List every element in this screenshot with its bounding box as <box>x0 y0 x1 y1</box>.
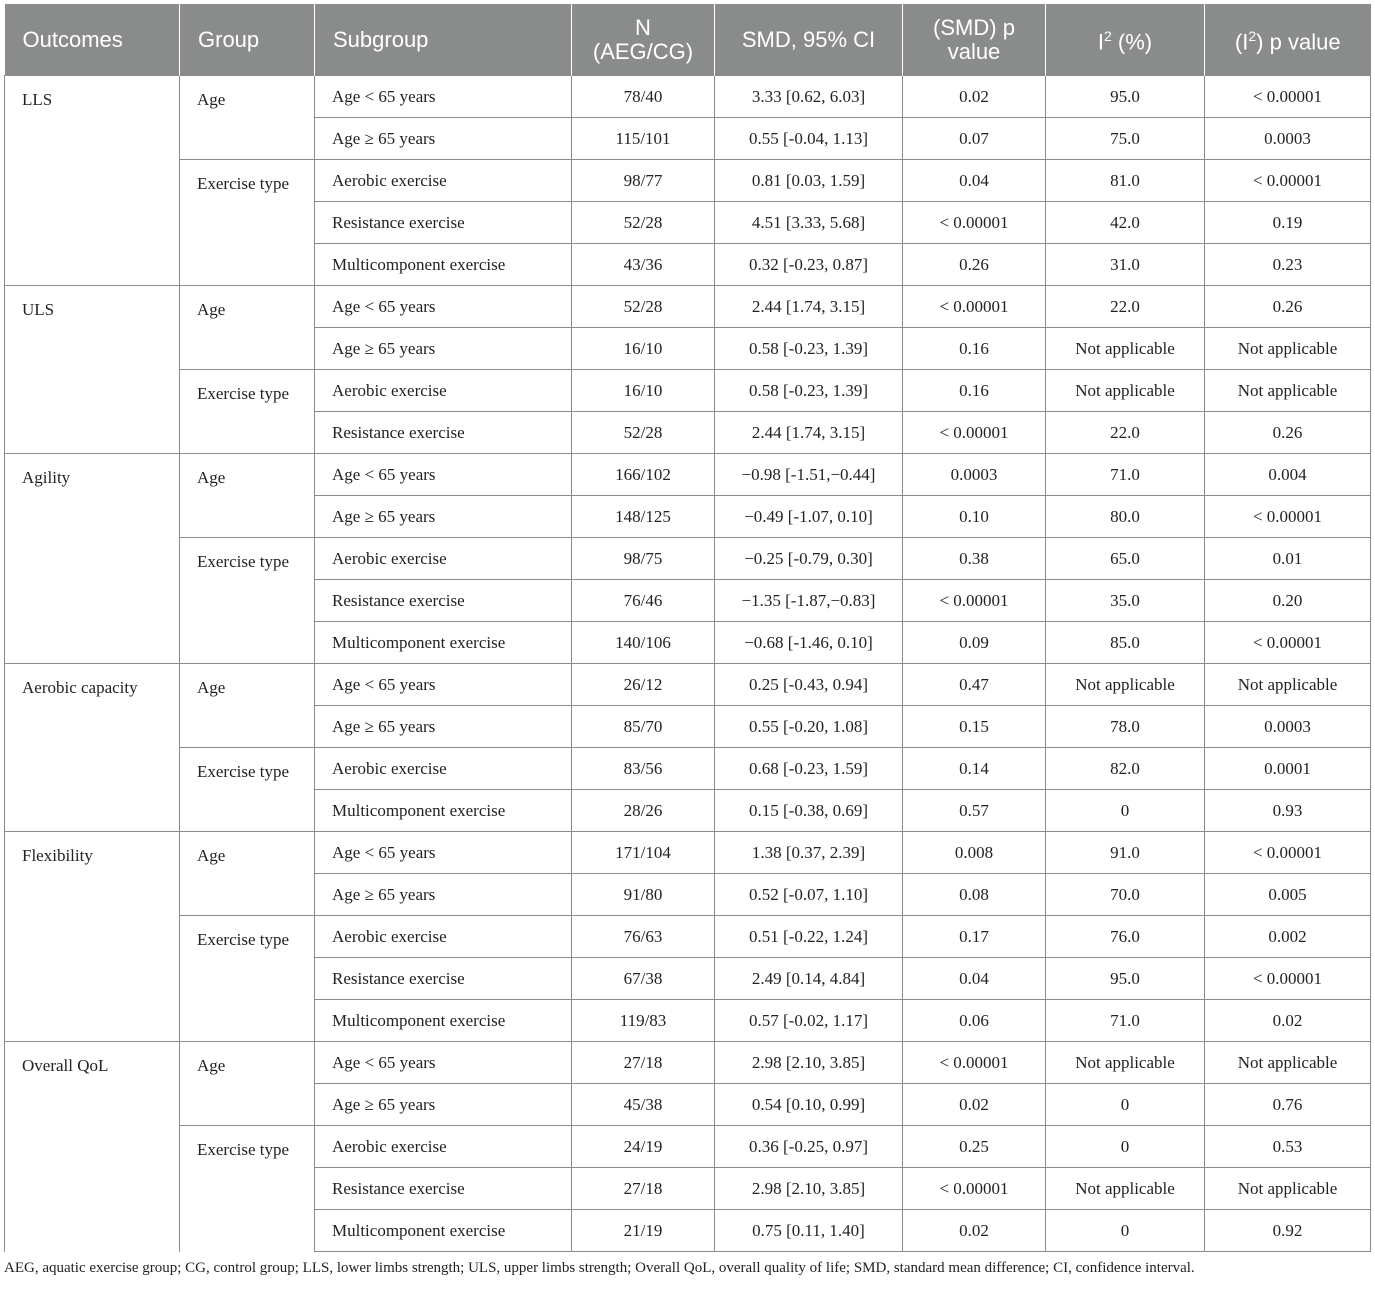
header-n-line2: (AEG/CG) <box>592 38 694 64</box>
smd-p-value-cell: 0.008 <box>903 832 1046 874</box>
table-row <box>5 286 1371 328</box>
table-row <box>5 1042 1371 1084</box>
smd-p-value-cell: 0.09 <box>903 622 1046 664</box>
subgroup-cell: Multicomponent exercise <box>315 244 572 286</box>
n-cell: 85/70 <box>572 706 715 748</box>
header-smd-p-line2: value <box>947 38 1001 64</box>
i2-p-value-cell: 0.19 <box>1205 202 1371 244</box>
i2-cell: 95.0 <box>1046 76 1205 118</box>
i2-cell: 0 <box>1046 790 1205 832</box>
subgroup-cell: Age ≥ 65 years <box>315 874 572 916</box>
smd-ci-cell: 0.57 [-0.02, 1.17] <box>715 1000 903 1042</box>
header-smd-p-line1: (SMD) p <box>933 14 1015 40</box>
outcome-cell: Aerobic capacity <box>5 664 180 832</box>
i2-p-value-cell: < 0.00001 <box>1205 622 1371 664</box>
n-cell: 115/101 <box>572 118 715 160</box>
i2-p-value-cell: 0.005 <box>1205 874 1371 916</box>
subgroup-cell: Age < 65 years <box>315 832 572 874</box>
i2-cell: 78.0 <box>1046 706 1205 748</box>
n-cell: 98/75 <box>572 538 715 580</box>
subgroup-cell: Age < 65 years <box>315 286 572 328</box>
i2-cell: 80.0 <box>1046 496 1205 538</box>
smd-p-value-cell: 0.10 <box>903 496 1046 538</box>
smd-p-value-cell: 0.07 <box>903 118 1046 160</box>
i2-cell: 65.0 <box>1046 538 1205 580</box>
smd-p-value-cell: < 0.00001 <box>903 202 1046 244</box>
outcome-cell: ULS <box>5 286 180 454</box>
header-smd-p <box>903 4 1046 76</box>
smd-ci-cell: 2.44 [1.74, 3.15] <box>715 286 903 328</box>
subgroup-cell: Age < 65 years <box>315 454 572 496</box>
smd-ci-cell: 0.25 [-0.43, 0.94] <box>715 664 903 706</box>
group-cell: Age <box>180 286 315 370</box>
header-row <box>5 4 1371 76</box>
i2-p-value-cell: < 0.00001 <box>1205 958 1371 1000</box>
subgroup-cell: Aerobic exercise <box>315 370 572 412</box>
i2-cell: Not applicable <box>1046 328 1205 370</box>
smd-p-value-cell: < 0.00001 <box>903 412 1046 454</box>
n-cell: 67/38 <box>572 958 715 1000</box>
header-i2p-suffix: ) p value <box>1256 29 1341 55</box>
i2-cell: 71.0 <box>1046 1000 1205 1042</box>
smd-ci-cell: −0.68 [-1.46, 0.10] <box>715 622 903 664</box>
i2-cell: 42.0 <box>1046 202 1205 244</box>
group-cell: Exercise type <box>180 916 315 1042</box>
smd-p-value-cell: 0.38 <box>903 538 1046 580</box>
smd-p-value-cell: 0.14 <box>903 748 1046 790</box>
n-cell: 83/56 <box>572 748 715 790</box>
smd-p-value-cell: 0.08 <box>903 874 1046 916</box>
header-subgroup: Subgroup <box>315 4 572 76</box>
i2-cell: 70.0 <box>1046 874 1205 916</box>
smd-ci-cell: 0.52 [-0.07, 1.10] <box>715 874 903 916</box>
smd-p-value-cell: < 0.00001 <box>903 286 1046 328</box>
n-cell: 52/28 <box>572 286 715 328</box>
smd-p-value-cell: 0.02 <box>903 1084 1046 1126</box>
smd-ci-cell: 0.55 [-0.20, 1.08] <box>715 706 903 748</box>
header-i2 <box>1046 4 1205 76</box>
outcome-cell: Agility <box>5 454 180 664</box>
group-cell: Age <box>180 454 315 538</box>
smd-ci-cell: 2.98 [2.10, 3.85] <box>715 1168 903 1210</box>
i2-p-value-cell: 0.004 <box>1205 454 1371 496</box>
smd-ci-cell: 0.81 [0.03, 1.59] <box>715 160 903 202</box>
table-row <box>5 160 1371 202</box>
smd-p-value-cell: 0.17 <box>903 916 1046 958</box>
subgroup-cell: Age ≥ 65 years <box>315 118 572 160</box>
subgroup-cell: Multicomponent exercise <box>315 1000 572 1042</box>
i2-cell: 22.0 <box>1046 412 1205 454</box>
smd-p-value-cell: 0.47 <box>903 664 1046 706</box>
group-cell: Exercise type <box>180 160 315 286</box>
subgroup-cell: Age ≥ 65 years <box>315 328 572 370</box>
i2-cell: Not applicable <box>1046 1042 1205 1084</box>
smd-p-value-cell: 0.04 <box>903 958 1046 1000</box>
subgroup-cell: Resistance exercise <box>315 958 572 1000</box>
subgroup-cell: Age ≥ 65 years <box>315 706 572 748</box>
i2-p-value-cell: 0.002 <box>1205 916 1371 958</box>
n-cell: 28/26 <box>572 790 715 832</box>
n-cell: 52/28 <box>572 412 715 454</box>
header-i2-sup: 2 <box>1104 28 1112 45</box>
smd-p-value-cell: 0.57 <box>903 790 1046 832</box>
i2-cell: 95.0 <box>1046 958 1205 1000</box>
smd-ci-cell: 0.51 [-0.22, 1.24] <box>715 916 903 958</box>
subgroup-cell: Resistance exercise <box>315 412 572 454</box>
i2-cell: 0 <box>1046 1084 1205 1126</box>
i2-cell: 76.0 <box>1046 916 1205 958</box>
subgroup-cell: Resistance exercise <box>315 580 572 622</box>
n-cell: 16/10 <box>572 328 715 370</box>
n-cell: 140/106 <box>572 622 715 664</box>
smd-ci-cell: 0.54 [0.10, 0.99] <box>715 1084 903 1126</box>
table-row <box>5 1126 1371 1168</box>
table-row <box>5 538 1371 580</box>
header-group: Group <box>180 4 315 76</box>
n-cell: 98/77 <box>572 160 715 202</box>
i2-p-value-cell: Not applicable <box>1205 1042 1371 1084</box>
i2-p-value-cell: Not applicable <box>1205 370 1371 412</box>
i2-cell: 91.0 <box>1046 832 1205 874</box>
header-i2-text: I <box>1097 29 1104 55</box>
smd-p-value-cell: 0.06 <box>903 1000 1046 1042</box>
i2-cell: Not applicable <box>1046 370 1205 412</box>
table-row <box>5 454 1371 496</box>
smd-ci-cell: 2.49 [0.14, 4.84] <box>715 958 903 1000</box>
header-n-line1: N <box>635 14 651 40</box>
n-cell: 21/19 <box>572 1210 715 1252</box>
smd-p-value-cell: 0.02 <box>903 76 1046 118</box>
n-cell: 43/36 <box>572 244 715 286</box>
smd-ci-cell: −0.98 [-1.51,−0.44] <box>715 454 903 496</box>
smd-p-value-cell: 0.15 <box>903 706 1046 748</box>
smd-p-value-cell: 0.26 <box>903 244 1046 286</box>
i2-p-value-cell: 0.0003 <box>1205 706 1371 748</box>
i2-p-value-cell: 0.23 <box>1205 244 1371 286</box>
smd-ci-cell: 0.58 [-0.23, 1.39] <box>715 328 903 370</box>
smd-ci-cell: 0.68 [-0.23, 1.59] <box>715 748 903 790</box>
i2-p-value-cell: 0.26 <box>1205 412 1371 454</box>
i2-cell: 35.0 <box>1046 580 1205 622</box>
i2-p-value-cell: Not applicable <box>1205 328 1371 370</box>
smd-ci-cell: −0.49 [-1.07, 0.10] <box>715 496 903 538</box>
table-row <box>5 832 1371 874</box>
n-cell: 78/40 <box>572 76 715 118</box>
smd-p-value-cell: 0.0003 <box>903 454 1046 496</box>
smd-p-value-cell: < 0.00001 <box>903 1168 1046 1210</box>
i2-p-value-cell: 0.20 <box>1205 580 1371 622</box>
n-cell: 171/104 <box>572 832 715 874</box>
table-body <box>5 76 1371 1252</box>
n-cell: 45/38 <box>572 1084 715 1126</box>
n-cell: 26/12 <box>572 664 715 706</box>
subgroup-cell: Resistance exercise <box>315 202 572 244</box>
i2-cell: 0 <box>1046 1210 1205 1252</box>
table-row <box>5 370 1371 412</box>
i2-p-value-cell: 0.76 <box>1205 1084 1371 1126</box>
header-outcomes: Outcomes <box>5 4 180 76</box>
subgroup-cell: Age < 65 years <box>315 664 572 706</box>
i2-p-value-cell: < 0.00001 <box>1205 832 1371 874</box>
subgroup-cell: Age < 65 years <box>315 76 572 118</box>
i2-p-value-cell: 0.02 <box>1205 1000 1371 1042</box>
smd-p-value-cell: 0.16 <box>903 370 1046 412</box>
smd-ci-cell: 4.51 [3.33, 5.68] <box>715 202 903 244</box>
subgroup-cell: Aerobic exercise <box>315 538 572 580</box>
subgroup-cell: Aerobic exercise <box>315 1126 572 1168</box>
subgroup-cell: Age ≥ 65 years <box>315 496 572 538</box>
header-i2-suffix: (%) <box>1111 29 1153 55</box>
smd-ci-cell: 0.55 [-0.04, 1.13] <box>715 118 903 160</box>
smd-ci-cell: 3.33 [0.62, 6.03] <box>715 76 903 118</box>
i2-p-value-cell: < 0.00001 <box>1205 496 1371 538</box>
i2-cell: 75.0 <box>1046 118 1205 160</box>
subgroup-cell: Multicomponent exercise <box>315 1210 572 1252</box>
smd-ci-cell: 0.75 [0.11, 1.40] <box>715 1210 903 1252</box>
table-header <box>5 4 1371 76</box>
n-cell: 166/102 <box>572 454 715 496</box>
group-cell: Age <box>180 832 315 916</box>
subgroup-cell: Age ≥ 65 years <box>315 1084 572 1126</box>
smd-ci-cell: 0.32 [-0.23, 0.87] <box>715 244 903 286</box>
i2-p-value-cell: 0.53 <box>1205 1126 1371 1168</box>
outcome-cell: LLS <box>5 76 180 286</box>
i2-cell: Not applicable <box>1046 1168 1205 1210</box>
header-n <box>572 4 715 76</box>
group-cell: Age <box>180 664 315 748</box>
i2-cell: 0 <box>1046 1126 1205 1168</box>
i2-p-value-cell: < 0.00001 <box>1205 76 1371 118</box>
i2-p-value-cell: Not applicable <box>1205 1168 1371 1210</box>
i2-cell: 82.0 <box>1046 748 1205 790</box>
subgroup-cell: Age < 65 years <box>315 1042 572 1084</box>
smd-ci-cell: 2.44 [1.74, 3.15] <box>715 412 903 454</box>
outcome-cell: Flexibility <box>5 832 180 1042</box>
i2-cell: 71.0 <box>1046 454 1205 496</box>
group-cell: Exercise type <box>180 748 315 832</box>
smd-ci-cell: 1.38 [0.37, 2.39] <box>715 832 903 874</box>
smd-ci-cell: 0.58 [-0.23, 1.39] <box>715 370 903 412</box>
smd-p-value-cell: < 0.00001 <box>903 1042 1046 1084</box>
i2-p-value-cell: 0.0001 <box>1205 748 1371 790</box>
n-cell: 76/46 <box>572 580 715 622</box>
smd-ci-cell: −1.35 [-1.87,−0.83] <box>715 580 903 622</box>
n-cell: 52/28 <box>572 202 715 244</box>
header-i2p-sup: 2 <box>1248 28 1257 45</box>
table-row <box>5 664 1371 706</box>
group-cell: Age <box>180 76 315 160</box>
results-table <box>4 4 1371 1252</box>
i2-p-value-cell: 0.26 <box>1205 286 1371 328</box>
table-container <box>4 4 1370 1277</box>
table-row <box>5 76 1371 118</box>
smd-ci-cell: 0.15 [-0.38, 0.69] <box>715 790 903 832</box>
n-cell: 91/80 <box>572 874 715 916</box>
n-cell: 16/10 <box>572 370 715 412</box>
header-smd: SMD, 95% CI <box>715 4 903 76</box>
smd-p-value-cell: 0.16 <box>903 328 1046 370</box>
n-cell: 27/18 <box>572 1168 715 1210</box>
i2-cell: 85.0 <box>1046 622 1205 664</box>
group-cell: Exercise type <box>180 1126 315 1252</box>
subgroup-cell: Aerobic exercise <box>315 160 572 202</box>
subgroup-cell: Multicomponent exercise <box>315 622 572 664</box>
header-i2-p <box>1205 4 1371 76</box>
subgroup-cell: Aerobic exercise <box>315 916 572 958</box>
i2-p-value-cell: 0.0003 <box>1205 118 1371 160</box>
group-cell: Exercise type <box>180 538 315 664</box>
smd-p-value-cell: 0.25 <box>903 1126 1046 1168</box>
smd-ci-cell: 2.98 [2.10, 3.85] <box>715 1042 903 1084</box>
table-footnote: AEG, aquatic exercise group; CG, control group; LLS, lower limbs strength; ULS, upper limbs strength; Overall QoL, overall quality of life; SMD, standard mean difference; CI, confidence interval. <box>4 1260 1195 1276</box>
smd-p-value-cell: 0.02 <box>903 1210 1046 1252</box>
table-row <box>5 916 1371 958</box>
group-cell: Exercise type <box>180 370 315 454</box>
i2-p-value-cell: < 0.00001 <box>1205 160 1371 202</box>
subgroup-cell: Multicomponent exercise <box>315 790 572 832</box>
i2-p-value-cell: Not applicable <box>1205 664 1371 706</box>
i2-cell: Not applicable <box>1046 664 1205 706</box>
n-cell: 24/19 <box>572 1126 715 1168</box>
smd-p-value-cell: < 0.00001 <box>903 580 1046 622</box>
i2-p-value-cell: 0.92 <box>1205 1210 1371 1252</box>
outcome-cell: Overall QoL <box>5 1042 180 1252</box>
smd-p-value-cell: 0.04 <box>903 160 1046 202</box>
i2-cell: 31.0 <box>1046 244 1205 286</box>
smd-ci-cell: 0.36 [-0.25, 0.97] <box>715 1126 903 1168</box>
group-cell: Age <box>180 1042 315 1126</box>
i2-p-value-cell: 0.01 <box>1205 538 1371 580</box>
n-cell: 119/83 <box>572 1000 715 1042</box>
subgroup-cell: Resistance exercise <box>315 1168 572 1210</box>
n-cell: 27/18 <box>572 1042 715 1084</box>
subgroup-cell: Aerobic exercise <box>315 748 572 790</box>
smd-ci-cell: −0.25 [-0.79, 0.30] <box>715 538 903 580</box>
i2-cell: 81.0 <box>1046 160 1205 202</box>
n-cell: 76/63 <box>572 916 715 958</box>
n-cell: 148/125 <box>572 496 715 538</box>
i2-cell: 22.0 <box>1046 286 1205 328</box>
i2-p-value-cell: 0.93 <box>1205 790 1371 832</box>
table-row <box>5 748 1371 790</box>
header-i2p-text: (I <box>1234 29 1249 55</box>
